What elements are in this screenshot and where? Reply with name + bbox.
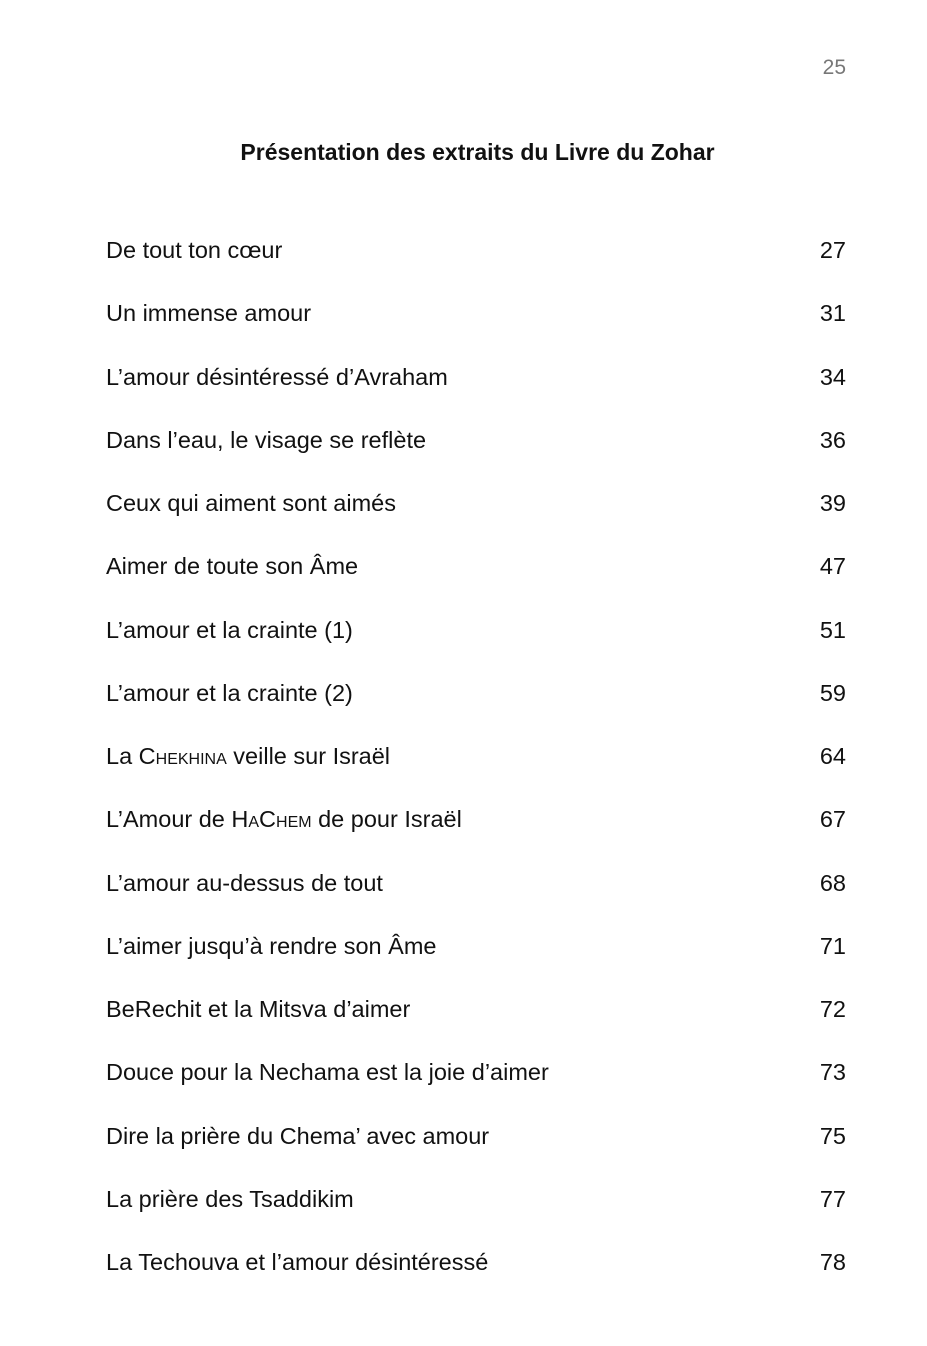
- toc-entry-page: 67: [819, 806, 846, 833]
- title-fragment: BeRechit et la Mitsva d’aimer: [106, 996, 411, 1022]
- toc-entry-title: [106, 297, 311, 360]
- toc-entry: [106, 297, 846, 360]
- toc-entry: [106, 867, 846, 930]
- toc-entry-page: 73: [819, 1059, 846, 1086]
- title-fragment: L’aimer jusqu’à rendre son Âme: [106, 932, 437, 959]
- toc-entry: [106, 803, 846, 866]
- toc-entry-page: 59: [819, 679, 846, 706]
- toc-entry-title: [106, 740, 390, 803]
- toc-entry-title: [106, 677, 353, 740]
- title-fragment: L’amour désintéressé d’Avraham: [106, 363, 448, 390]
- toc-entry-title: [106, 614, 353, 677]
- toc-entry-page: 71: [819, 932, 846, 959]
- title-fragment: Dire la prière du Chema’ avec amour: [106, 1122, 490, 1149]
- toc-entry: [106, 1183, 846, 1246]
- page-number: 25: [822, 56, 846, 79]
- toc-entry-page: 78: [819, 1249, 846, 1275]
- toc-entry-title: [106, 234, 282, 297]
- toc-entry: [106, 1120, 846, 1183]
- toc-entry-page: 68: [819, 869, 846, 896]
- toc-entry: [106, 740, 846, 803]
- toc-entry-page: 36: [819, 426, 846, 453]
- toc-entry-title: [106, 930, 436, 993]
- title-fragment: L’amour au-dessus de tout: [106, 869, 383, 896]
- toc-entry: [106, 487, 846, 550]
- toc-entry-title: [106, 550, 358, 613]
- toc-entry: [106, 614, 846, 677]
- title-fragment: La: [106, 743, 139, 769]
- toc-entry-title: [106, 1183, 354, 1246]
- toc-entry: [106, 993, 846, 1056]
- toc-entry-title: [106, 867, 383, 930]
- toc-entry-title: [106, 803, 462, 866]
- title-fragment: Dans l’eau, le visage se reflète: [106, 426, 427, 453]
- toc-entry-title: [106, 424, 426, 487]
- page-title: Présentation des extraits du Livre du Zohar: [240, 139, 715, 165]
- title-fragment: L’Amour de: [106, 806, 232, 833]
- toc-entry: [106, 677, 846, 740]
- toc-entry: [106, 361, 846, 424]
- title-fragment: Chekhina: [138, 743, 227, 769]
- toc-entry: [106, 1246, 846, 1309]
- toc-entry-title: [106, 993, 410, 1056]
- toc-entry-title: [106, 1056, 549, 1119]
- title-fragment: L’amour et la crainte (1): [106, 616, 353, 643]
- title-fragment: La Techouva et l’amour désintéressé: [106, 1249, 489, 1275]
- toc-entry-title: [106, 1246, 488, 1309]
- toc-entry-page: 34: [819, 363, 846, 390]
- title-fragment: De tout ton cœur: [106, 237, 283, 263]
- toc-entry-title: [106, 487, 396, 550]
- title-fragment: La prière des Tsaddikim: [106, 1185, 354, 1212]
- toc-entry-page: 51: [819, 616, 846, 643]
- toc-entry: [106, 234, 846, 297]
- title-fragment: Ceux qui aiment sont aimés: [106, 490, 396, 516]
- toc-entry: [106, 930, 846, 993]
- toc-entry: [106, 1056, 846, 1119]
- table-of-contents: [106, 234, 846, 1309]
- title-fragment: de pour Israël: [311, 806, 462, 833]
- title-fragment: veille sur Israël: [226, 743, 391, 769]
- title-fragment: Un immense amour: [106, 300, 312, 327]
- toc-entry-page: 64: [819, 743, 846, 769]
- toc-entry-page: 39: [819, 490, 846, 516]
- toc-entry-title: [106, 361, 448, 424]
- title-fragment: Douce pour la Nechama est la joie d’aimer: [106, 1059, 549, 1086]
- toc-entry: [106, 424, 846, 487]
- toc-entry-page: 47: [819, 553, 846, 580]
- title-fragment: L’amour et la crainte (2): [106, 679, 353, 706]
- title-fragment: HaChem: [231, 806, 312, 833]
- title-fragment: Aimer de toute son Âme: [106, 553, 359, 580]
- toc-entry-page: 27: [819, 237, 846, 263]
- toc-entry-page: 75: [819, 1122, 846, 1149]
- toc-entry-page: 31: [819, 300, 846, 327]
- toc-entry-page: 72: [819, 996, 846, 1022]
- toc-entry: [106, 550, 846, 613]
- toc-entry-title: [106, 1120, 489, 1183]
- toc-entry-page: 77: [819, 1185, 846, 1212]
